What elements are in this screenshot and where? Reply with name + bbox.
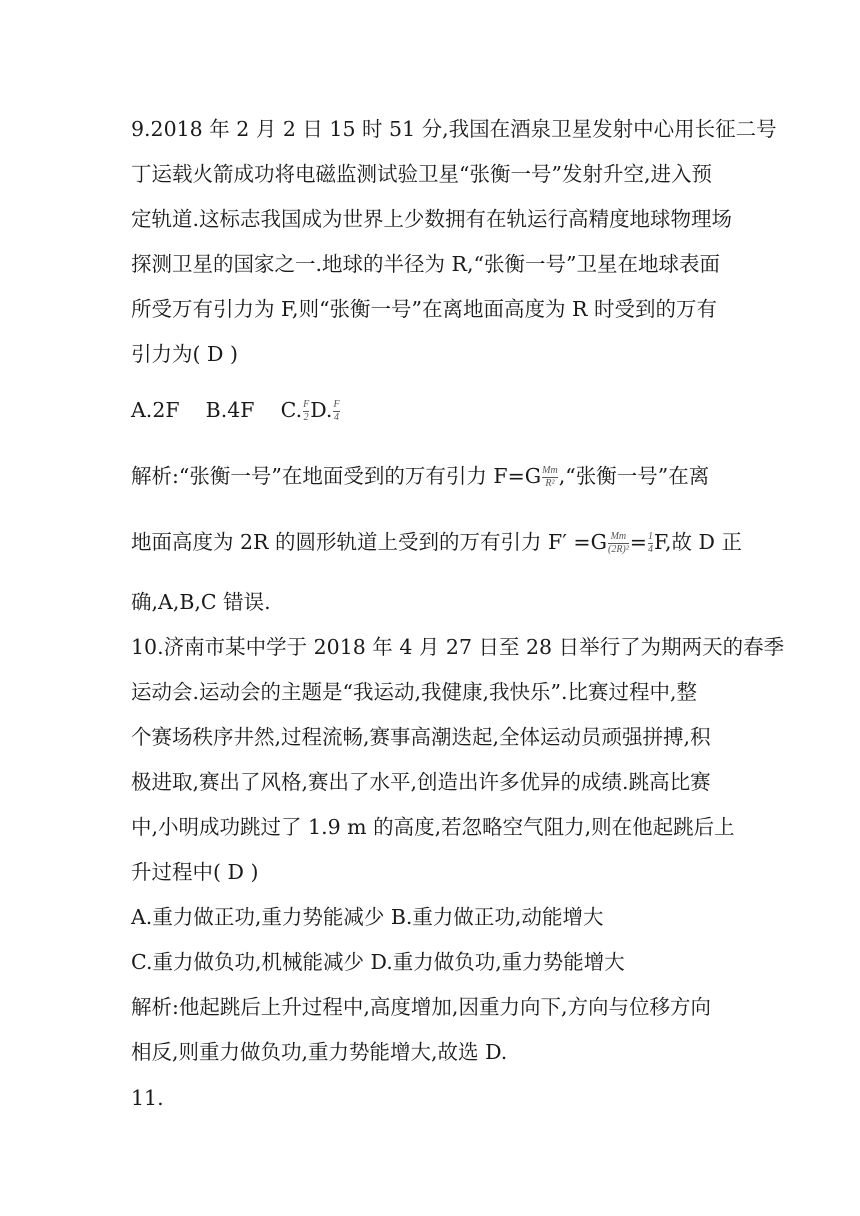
q9-analysis-fraction-3: $\frac{1}{4}$ xyxy=(647,531,653,555)
q10-analysis-line-1: 解析:他起跳后上升过程中,高度增加,因重力向下,方向与位移方向 xyxy=(131,995,711,1019)
q9-option-b: B.4F xyxy=(205,398,255,422)
q9-analysis-fraction-1: $\frac{Mm}{\text{R²}}$ xyxy=(542,465,558,489)
q9-analysis-line-2: 地面高度为 2R 的圆形轨道上受到的万有引力 F′ =G $\frac{Mm}{\text{(2R)²}}$ = $\frac{1}{4}$ F,故 D 正 xyxy=(131,530,742,555)
q9-analysis-line-3: 确,A,B,C 错误. xyxy=(131,590,271,614)
q9-line-5: 所受万有引力为 F,则“张衡一号”在离地面高度为 R 时受到的万有 xyxy=(131,297,717,321)
q9-line-4: 探测卫星的国家之一.地球的半径为 R,“张衡一号”卫星在地球表面 xyxy=(131,252,720,276)
q9-option-d: D. xyxy=(310,398,333,422)
q9-line-1: 9.2018 年 2 月 2 日 15 时 51 分,我国在酒泉卫星发射中心用长征二号 xyxy=(131,117,777,141)
q10-option-cd: C.重力做负功,机械能减少 D.重力做负功,重力势能增大 xyxy=(131,950,625,974)
q9-line-3: 定轨道.这标志我国成为世界上少数拥有在轨运行高精度地球物理场 xyxy=(131,207,733,231)
q10-line-5: 中,小明成功跳过了 1.9 m 的高度,若忽略空气阻力,则在他起跳后上 xyxy=(131,815,735,839)
q10-analysis-line-2: 相反,则重力做负功,重力势能增大,故选 D. xyxy=(131,1040,508,1064)
q10-line-1: 10.济南市某中学于 2018 年 4 月 27 日至 28 日举行了为期两天的春季 xyxy=(131,635,785,659)
q10-line-2: 运动会.运动会的主题是“我运动,我健康,我快乐”.比赛过程中,整 xyxy=(131,680,698,704)
q9-option-c-fraction: $\frac{F}{2}$ xyxy=(303,399,310,423)
q9-option-a: A.2F xyxy=(131,398,180,422)
q10-line-4: 极进取,赛出了风格,赛出了水平,创造出许多优异的成绩.跳高比赛 xyxy=(131,770,711,794)
q10-option-ab: A.重力做正功,重力势能减少 B.重力做正功,动能增大 xyxy=(131,905,604,929)
q9-analysis-fraction-2: $\frac{Mm}{\text{(2R)²}}$ xyxy=(607,531,629,555)
q10-line-6: 升过程中( D ) xyxy=(131,860,259,884)
q9-options xyxy=(131,396,341,424)
q9-line-6: 引力为( D ) xyxy=(131,342,238,366)
q11-label: 11. xyxy=(131,1086,164,1110)
q9-line-2: 丁运载火箭成功将电磁监测试验卫星“张衡一号”发射升空,进入预 xyxy=(131,162,712,186)
q9-option-d-fraction: $\frac{F}{4}$ xyxy=(333,399,340,423)
q10-line-3: 个赛场秩序井然,过程流畅,赛事高潮迭起,全体运动员顽强拼搏,积 xyxy=(131,725,711,749)
q9-option-c: C. xyxy=(280,398,303,422)
q9-analysis-line-1: 解析:“张衡一号”在地面受到的万有引力 F=G $\frac{Mm}{\text{R²}}$ ,“张衡一号”在离 xyxy=(131,464,710,489)
